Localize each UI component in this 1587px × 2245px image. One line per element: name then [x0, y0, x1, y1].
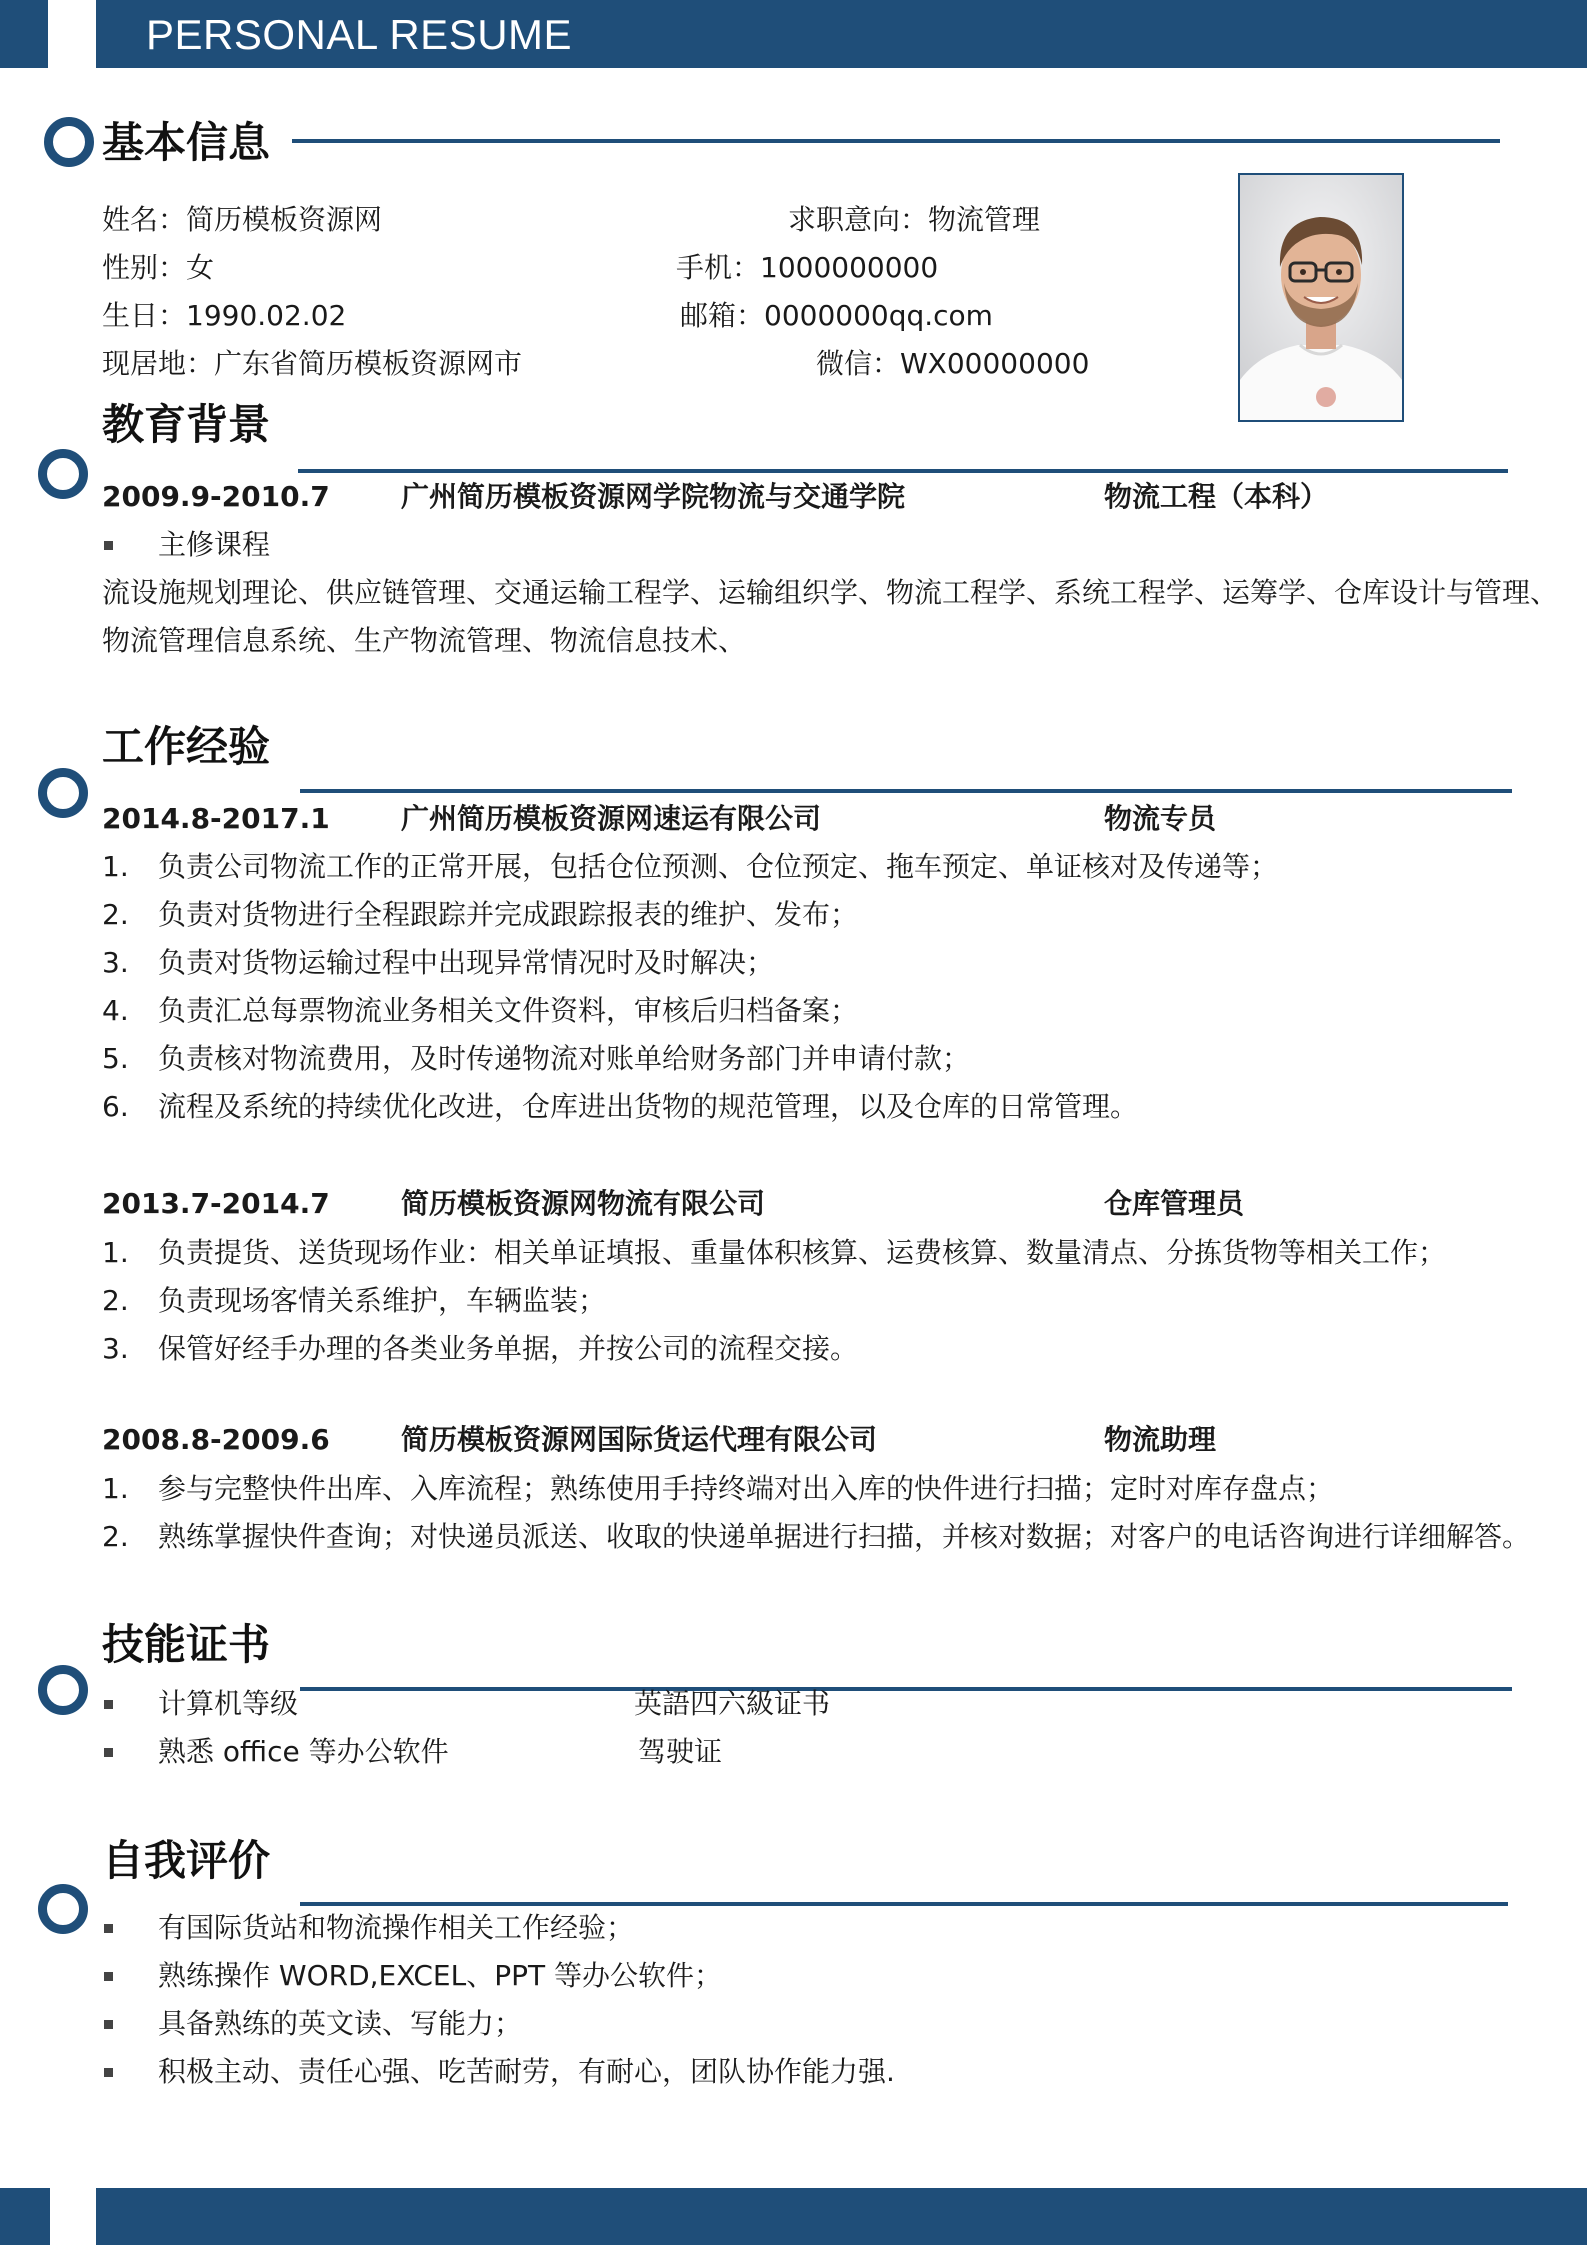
job-duty: 负责核对物流费用，及时传递物流对账单给财务部门并申请付款； — [158, 1042, 971, 1075]
section-title-skills: 技能证书 — [102, 1620, 271, 1669]
job-role: 仓库管理员 — [1104, 1187, 1245, 1220]
section-divider — [300, 1902, 1508, 1906]
bullet-square-icon — [104, 1972, 113, 1981]
basic-phone: 手机：1000000000 — [676, 251, 939, 284]
basic-name: 姓名：简历模板资源网 — [102, 203, 383, 236]
edu-period: 2009.9-2010.7 — [102, 480, 330, 513]
section-title-work: 工作经验 — [102, 722, 271, 771]
basic-wechat: 微信：WX00000000 — [816, 347, 1090, 380]
bullet-square-icon — [104, 541, 113, 550]
job-period: 2014.8-2017.1 — [102, 802, 330, 835]
avatar-portrait-icon — [1240, 175, 1402, 420]
list-number: 5. — [102, 1042, 129, 1075]
basic-email: 邮箱：0000000qq.com — [680, 299, 993, 332]
job-role: 物流助理 — [1104, 1423, 1217, 1456]
edu-major: 物流工程（本科） — [1104, 480, 1329, 513]
job-duty: 流程及系统的持续优化改进，仓库进出货物的规范管理，以及仓库的日常管理。 — [158, 1090, 1139, 1123]
self-item: 有国际货站和物流操作相关工作经验； — [158, 1911, 635, 1944]
job-duty: 参与完整快件出库、入库流程；熟练使用手持终端对出入库的快件进行扫描；定时对库存盘点； — [158, 1472, 1335, 1505]
list-number: 2. — [102, 1520, 129, 1553]
edu-course-label: 主修课程 — [158, 528, 271, 561]
footer-bar — [96, 2188, 1587, 2245]
job-duty: 熟练掌握快件查询；对快递员派送、收取的快递单据进行扫描，并核对数据；对客户的电话咨询进行详细解答。 — [158, 1520, 1531, 1553]
job-company: 简历模板资源网物流有限公司 — [401, 1187, 766, 1220]
basic-gender: 性别：女 — [102, 251, 215, 284]
list-number: 3. — [102, 946, 129, 979]
self-item: 熟练操作 WORD,EXCEL、PPT 等办公软件； — [158, 1959, 722, 1992]
bullet-square-icon — [104, 1700, 113, 1709]
basic-location: 现居地：广东省简历模板资源网市 — [102, 347, 523, 380]
self-item: 具备熟练的英文读、写能力； — [158, 2007, 523, 2040]
job-role: 物流专员 — [1104, 802, 1217, 835]
skill-item: 计算机等级 — [158, 1687, 299, 1720]
section-divider — [298, 469, 1508, 473]
section-title-self: 自我评价 — [102, 1836, 271, 1885]
header-accent-block — [0, 0, 48, 68]
job-duty: 负责对货物进行全程跟踪并完成跟踪报表的维护、发布； — [158, 898, 859, 931]
edu-course-line: 流设施规划理论、供应链管理、交通运输工程学、运输组织学、物流工程学、系统工程学、运筹学、仓库设计与管理、 — [102, 576, 1559, 609]
basic-birthday: 生日：1990.02.02 — [102, 299, 347, 332]
bullet-square-icon — [104, 2068, 113, 2077]
skill-item: 英語四六級证书 — [634, 1687, 831, 1720]
list-number: 1. — [102, 1472, 129, 1505]
section-ring-icon — [38, 1884, 88, 1934]
job-duty: 负责现场客情关系维护，车辆监装； — [158, 1284, 607, 1317]
edu-school: 广州简历模板资源网学院物流与交通学院 — [401, 480, 906, 513]
section-ring-icon — [38, 768, 88, 818]
bullet-square-icon — [104, 1924, 113, 1933]
bullet-square-icon — [104, 2020, 113, 2029]
list-number: 2. — [102, 1284, 129, 1317]
edu-course-line: 物流管理信息系统、生产物流管理、物流信息技术、 — [102, 624, 747, 657]
section-ring-icon — [44, 117, 94, 167]
basic-objective: 求职意向：物流管理 — [788, 203, 1041, 236]
section-divider — [300, 1687, 1512, 1691]
bullet-square-icon — [104, 1748, 113, 1757]
section-title-education: 教育背景 — [102, 400, 271, 449]
list-number: 2. — [102, 898, 129, 931]
job-duty: 保管好经手办理的各类业务单据，并按公司的流程交接。 — [158, 1332, 859, 1365]
list-number: 1. — [102, 850, 129, 883]
section-ring-icon — [38, 1665, 88, 1715]
section-ring-icon — [38, 449, 88, 499]
skill-item: 熟悉 office 等办公软件 — [158, 1735, 449, 1768]
job-duty: 负责汇总每票物流业务相关文件资料，审核后归档备案； — [158, 994, 859, 1027]
list-number: 1. — [102, 1236, 129, 1269]
job-duty: 负责对货物运输过程中出现异常情况时及时解决； — [158, 946, 775, 979]
profile-photo — [1238, 173, 1404, 422]
job-company: 广州简历模板资源网速运有限公司 — [401, 802, 822, 835]
section-divider — [292, 139, 1500, 143]
job-company: 简历模板资源网国际货运代理有限公司 — [401, 1423, 878, 1456]
self-item: 积极主动、责任心强、吃苦耐劳，有耐心，团队协作能力强. — [158, 2055, 895, 2088]
list-number: 3. — [102, 1332, 129, 1365]
job-duty: 负责提货、送货现场作业：相关单证填报、重量体积核算、运费核算、数量清点、分拣货物等相关工作； — [158, 1236, 1447, 1269]
footer-accent-block — [0, 2188, 50, 2245]
section-title-basic: 基本信息 — [102, 118, 271, 167]
list-number: 6. — [102, 1090, 129, 1123]
section-divider — [300, 789, 1512, 793]
job-period: 2008.8-2009.6 — [102, 1423, 330, 1456]
skill-item: 驾驶证 — [638, 1735, 723, 1768]
list-number: 4. — [102, 994, 129, 1027]
job-duty: 负责公司物流工作的正常开展，包括仓位预测、仓位预定、拖车预定、单证核对及传递等； — [158, 850, 1279, 883]
job-period: 2013.7-2014.7 — [102, 1187, 330, 1220]
resume-title: PERSONAL RESUME — [146, 11, 573, 58]
